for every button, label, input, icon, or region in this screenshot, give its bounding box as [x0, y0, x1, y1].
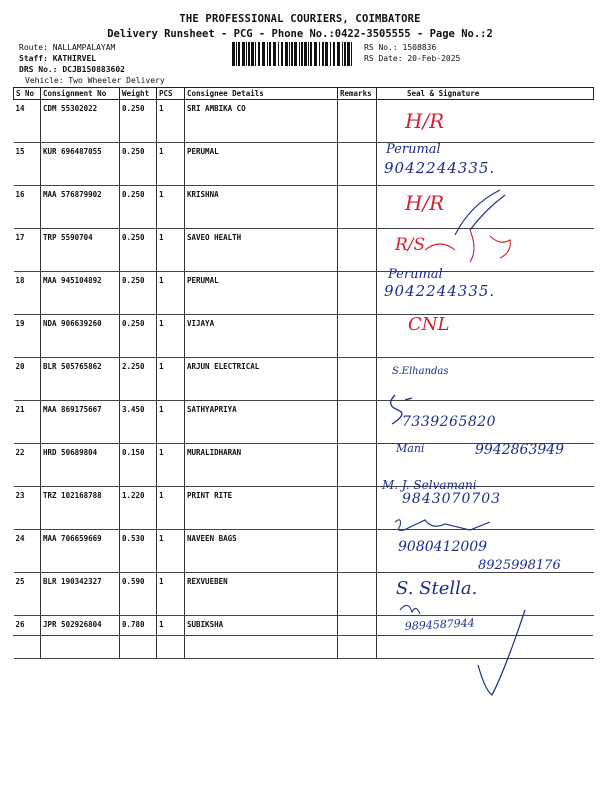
row-remarks	[338, 358, 377, 401]
row-weight: 0.250	[120, 186, 157, 229]
row-sno: 24	[14, 530, 41, 573]
barcode-bar	[301, 42, 303, 66]
sig-18-name: Perumal	[388, 267, 443, 282]
row-consignee: ARJUN ELECTRICAL	[185, 358, 338, 401]
barcode-bar	[281, 42, 283, 66]
row-weight: 0.150	[120, 444, 157, 487]
row-sno: 18	[14, 272, 41, 315]
row-signature	[377, 616, 594, 659]
barcode-bar	[291, 42, 293, 66]
table-row	[14, 616, 594, 659]
staff-value: KATHIRVEL	[52, 54, 97, 63]
row-sno: 16	[14, 186, 41, 229]
row-signature	[377, 444, 594, 487]
rs-no-line: RS No.: 1508836	[364, 43, 437, 52]
table-row	[14, 401, 594, 444]
row-consignment-no: JPR 502926804	[41, 616, 120, 659]
rs-date-value: 20-Feb-2025	[407, 54, 461, 63]
vehicle-line: Vehicle: Two Wheeler Delivery	[25, 76, 165, 85]
row-consignment-no: TRP 5590704	[41, 229, 120, 272]
barcode-bar	[310, 42, 312, 66]
barcode-bar	[232, 42, 235, 66]
sig-25-name: S. Stella.	[396, 578, 478, 599]
sig-21: 7339265820	[402, 414, 497, 430]
row-sno: 14	[14, 100, 41, 143]
sig-15-phone: 9042244335.	[384, 159, 496, 177]
row-weight: 0.250	[120, 272, 157, 315]
barcode-bar	[285, 42, 288, 66]
row-signature	[377, 272, 594, 315]
table-row	[14, 358, 594, 401]
row-pcs: 1	[157, 272, 185, 315]
barcode	[232, 42, 354, 66]
col-remarks: Remarks	[338, 88, 377, 100]
table-row	[14, 186, 594, 229]
row-pcs: 1	[157, 530, 185, 573]
sig-22-phone: 9942863949	[475, 442, 565, 458]
row-remarks	[338, 186, 377, 229]
row-remarks	[338, 487, 377, 530]
row-weight: 0.780	[120, 616, 157, 659]
sig-15-name: Perumal	[386, 142, 441, 157]
row-consignment-no: HRD 50689804	[41, 444, 120, 487]
row-remarks	[338, 616, 377, 659]
row-weight: 2.250	[120, 358, 157, 401]
barcode-bar	[299, 42, 300, 66]
table-row	[14, 444, 594, 487]
row-sno: 17	[14, 229, 41, 272]
barcode-bar	[246, 42, 247, 66]
sig-22-name: Mani	[396, 442, 425, 455]
row-remarks	[338, 272, 377, 315]
sig-24: 9080412009	[398, 539, 488, 555]
sig-14: H/R	[405, 109, 445, 133]
table-row	[14, 143, 594, 186]
row-consignee: VIJAYA	[185, 315, 338, 358]
barcode-bar	[236, 42, 237, 66]
row-sno: 21	[14, 401, 41, 444]
row-pcs: 1	[157, 100, 185, 143]
col-consignee: Consignee Details	[185, 88, 338, 100]
barcode-bar	[333, 42, 335, 66]
row-signature	[377, 100, 594, 143]
barcode-bar	[342, 42, 343, 66]
row-sno: 19	[14, 315, 41, 358]
route-value: NALLAMPALAYAM	[52, 43, 116, 52]
row-consignment-no: MAA 576879902	[41, 186, 120, 229]
sig-26: 9894587944	[404, 616, 476, 633]
row-pcs: 1	[157, 315, 185, 358]
barcode-bar	[258, 42, 260, 66]
barcode-bar	[294, 42, 297, 66]
barcode-bar	[351, 42, 352, 66]
table-row	[14, 272, 594, 315]
sig-18-phone: 9042244335.	[384, 282, 496, 300]
row-sno: 22	[14, 444, 41, 487]
row-sno: 25	[14, 573, 41, 616]
table-row	[14, 530, 594, 573]
row-consignee: SATHYAPRIYA	[185, 401, 338, 444]
row-consignee: PERUMAL	[185, 272, 338, 315]
row-pcs: 1	[157, 444, 185, 487]
row-consignment-no: BLR 505765862	[41, 358, 120, 401]
row-signature	[377, 401, 594, 444]
barcode-bar	[347, 42, 350, 66]
row-pcs: 1	[157, 143, 185, 186]
row-signature	[377, 530, 594, 573]
row-remarks	[338, 401, 377, 444]
col-sno: S No	[14, 88, 41, 100]
row-weight: 0.250	[120, 100, 157, 143]
row-weight: 0.530	[120, 530, 157, 573]
barcode-bar	[248, 42, 250, 66]
sig-20: S.Elhandas	[392, 366, 449, 377]
company-title: THE PROFESSIONAL COURIERS, COIMBATORE	[179, 13, 421, 25]
table-row	[14, 573, 594, 616]
barcode-bar	[314, 42, 317, 66]
row-signature	[377, 186, 594, 229]
row-consignee: SRI AMBIKA CO	[185, 100, 338, 143]
row-weight: 3.450	[120, 401, 157, 444]
barcode-bar	[251, 42, 254, 66]
sig-16: H/R	[405, 191, 445, 215]
barcode-bar	[267, 42, 268, 66]
barcode-bar	[255, 42, 256, 66]
row-remarks	[338, 444, 377, 487]
barcode-bar	[269, 42, 271, 66]
row-consignment-no: MAA 945104892	[41, 272, 120, 315]
row-weight: 0.250	[120, 315, 157, 358]
row-consignee: REXVUEBEN	[185, 573, 338, 616]
barcode-bar	[304, 42, 307, 66]
row-signature	[377, 143, 594, 186]
sig-25-phone: 8925998176	[478, 558, 561, 573]
row-consignment-no: NDA 906639260	[41, 315, 120, 358]
row-pcs: 1	[157, 573, 185, 616]
barcode-bar	[262, 42, 265, 66]
row-pcs: 1	[157, 358, 185, 401]
row-consignment-no: MAA 869175667	[41, 401, 120, 444]
rs-no-value: 1508836	[402, 43, 437, 52]
table-row	[14, 315, 594, 358]
col-pcs: PCS	[157, 88, 185, 100]
row-remarks	[338, 573, 377, 616]
sig-23-name: M. J. Selvamani	[382, 478, 477, 492]
row-consignee: SUBIKSHA	[185, 616, 338, 659]
table-row	[14, 100, 594, 143]
row-consignee: NAVEEN BAGS	[185, 530, 338, 573]
row-pcs: 1	[157, 229, 185, 272]
row-sno: 26	[14, 616, 41, 659]
row-weight: 0.250	[120, 143, 157, 186]
row-weight: 0.590	[120, 573, 157, 616]
row-weight: 1.220	[120, 487, 157, 530]
row-pcs: 1	[157, 487, 185, 530]
barcode-bar	[308, 42, 309, 66]
row-consignee: PERUMAL	[185, 143, 338, 186]
row-remarks	[338, 143, 377, 186]
row-consignee: PRINT RITE	[185, 487, 338, 530]
vehicle-value: Two Wheeler Delivery	[68, 76, 165, 85]
row-sno: 20	[14, 358, 41, 401]
table-header-row	[14, 88, 594, 100]
col-signature: Seal & Signature	[377, 88, 594, 100]
row-consignment-no: MAA 706659669	[41, 530, 120, 573]
table-bottom-rule	[13, 635, 593, 636]
col-weight: Weight	[120, 88, 157, 100]
row-signature	[377, 358, 594, 401]
row-consignment-no: KUR 696487055	[41, 143, 120, 186]
barcode-bar	[330, 42, 331, 66]
row-signature	[377, 315, 594, 358]
row-pcs: 1	[157, 401, 185, 444]
row-consignment-no: BLR 190342327	[41, 573, 120, 616]
staff-line: Staff: KATHIRVEL	[19, 54, 97, 63]
row-pcs: 1	[157, 186, 185, 229]
barcode-bar	[325, 42, 328, 66]
row-signature	[377, 229, 594, 272]
row-weight: 0.250	[120, 229, 157, 272]
barcode-bar	[337, 42, 340, 66]
row-remarks	[338, 315, 377, 358]
barcode-bar	[273, 42, 276, 66]
col-consignment: Consignment No	[41, 88, 120, 100]
row-consignment-no: TRZ 102168788	[41, 487, 120, 530]
barcode-bar	[319, 42, 320, 66]
sig-19: CNL	[408, 314, 450, 335]
barcode-bar	[278, 42, 279, 66]
row-sno: 15	[14, 143, 41, 186]
runsheet-subtitle: Delivery Runsheet - PCG - Phone No.:0422-3505555 - Page No.:2	[107, 28, 493, 40]
row-signature	[377, 573, 594, 616]
row-remarks	[338, 100, 377, 143]
row-consignee: SAVEO HEALTH	[185, 229, 338, 272]
row-remarks	[338, 229, 377, 272]
table-row	[14, 229, 594, 272]
row-consignment-no: CDM 55302022	[41, 100, 120, 143]
barcode-bar	[238, 42, 240, 66]
table-row	[14, 487, 594, 530]
sig-17: R/S	[395, 235, 426, 255]
barcode-bar	[289, 42, 290, 66]
drs-line: DRS No.: DCJB150883602	[19, 65, 125, 74]
route-line: Route: NALLAMPALAYAM	[19, 43, 116, 52]
row-pcs: 1	[157, 616, 185, 659]
barcode-bar	[322, 42, 324, 66]
row-signature	[377, 487, 594, 530]
row-consignee: KRISHNA	[185, 186, 338, 229]
barcode-bar	[344, 42, 346, 66]
row-remarks	[338, 530, 377, 573]
barcode-bar	[242, 42, 245, 66]
sig-23-phone: 9843070703	[402, 491, 502, 507]
drs-value: DCJB150883602	[62, 65, 125, 74]
rs-date-line: RS Date: 20-Feb-2025	[364, 54, 461, 63]
runsheet-table	[13, 87, 594, 659]
row-sno: 23	[14, 487, 41, 530]
row-consignee: MURALIDHARAN	[185, 444, 338, 487]
